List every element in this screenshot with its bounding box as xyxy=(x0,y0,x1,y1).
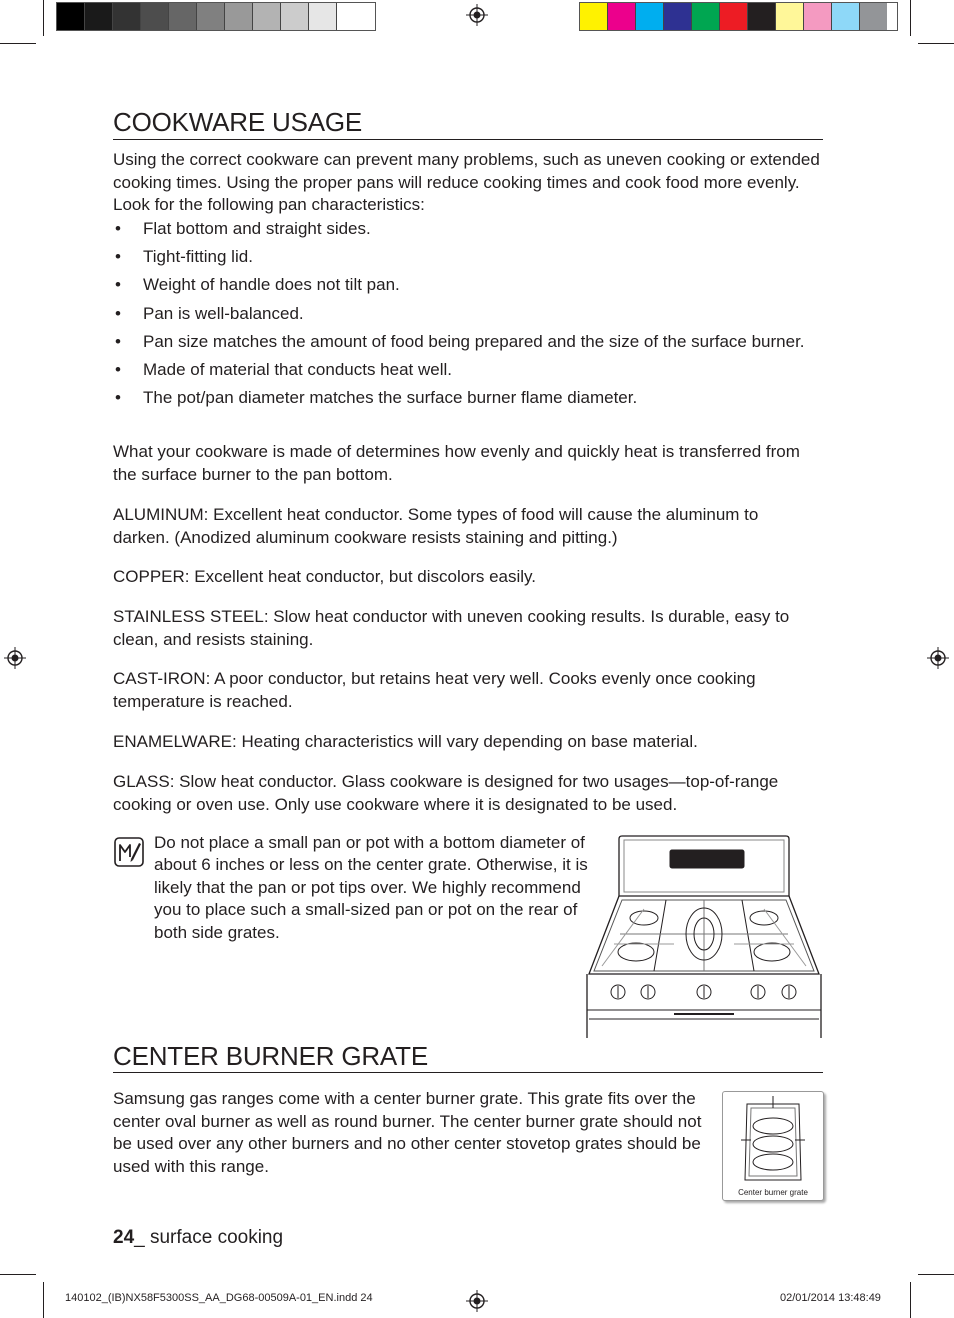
material-description: : Excellent heat conductor, but discolors easily. xyxy=(184,567,537,586)
material-name: GLASS xyxy=(113,772,170,791)
material-cast-iron xyxy=(113,668,813,713)
material-description: : A poor conductor, but retains heat very well. Cooks evenly once cooking temperature is reached. xyxy=(113,669,756,711)
material-aluminum xyxy=(113,504,818,549)
crop-mark xyxy=(910,0,911,36)
gray-swatch xyxy=(197,3,225,30)
cookware-intro: Using the correct cookware can prevent many problems, such as uneven cooking or extended cooking times. Using the proper pans will reduce cooking times and cook food more evenly. Look for the following pan characteristics: xyxy=(113,150,820,214)
color-swatch xyxy=(748,3,776,30)
registration-mark-icon xyxy=(466,1290,488,1312)
material-copper xyxy=(113,566,828,589)
crop-mark xyxy=(918,1274,954,1275)
list-item: • Flat bottom and straight sides. xyxy=(113,218,813,240)
figure-caption: Center burner grate xyxy=(738,1188,808,1197)
gray-scale-bar xyxy=(56,2,376,31)
gray-swatch xyxy=(281,3,309,30)
color-swatch xyxy=(804,3,832,30)
crop-mark xyxy=(0,1274,36,1275)
material-stainless-steel xyxy=(113,606,823,651)
gray-swatch xyxy=(113,3,141,30)
section-title-grate: CENTER BURNER GRATE xyxy=(113,1041,428,1071)
grate-text: Samsung gas ranges come with a center burner grate. This grate fits over the center oval burner as well as round burner. The center burner grate should not be used over any other burners and no other center stovetop grates should be used with this range. xyxy=(113,1089,702,1176)
list-item: • Weight of handle does not tilt pan. xyxy=(113,274,813,296)
crop-mark xyxy=(918,43,954,44)
color-swatch xyxy=(580,3,608,30)
gray-swatch xyxy=(141,3,169,30)
material-name: COPPER xyxy=(113,567,185,586)
crop-mark xyxy=(43,1282,44,1318)
color-swatch xyxy=(608,3,636,30)
crop-mark xyxy=(43,0,44,36)
crop-mark xyxy=(910,1282,911,1318)
list-item: • Pan is well-balanced. xyxy=(113,303,813,325)
slug-date: 02/01/2014 13:48:49 xyxy=(780,1292,881,1304)
color-calibration-bar xyxy=(579,2,898,31)
material-name: CAST-IRON xyxy=(113,669,206,688)
list-item: • Pan size matches the amount of food being prepared and the size of the surface burner. xyxy=(113,331,813,353)
color-swatch xyxy=(692,3,720,30)
material-name: ENAMELWARE xyxy=(113,732,233,751)
material-glass xyxy=(113,771,793,816)
list-item: • The pot/pan diameter matches the surface burner flame diameter. xyxy=(113,387,813,409)
registration-mark-icon xyxy=(466,4,488,26)
material-name: STAINLESS STEEL xyxy=(113,607,264,626)
page-number: 24 xyxy=(113,1227,135,1248)
gray-swatch xyxy=(57,3,85,30)
gas-range-illustration xyxy=(584,834,824,1038)
page-footer xyxy=(113,1227,283,1249)
gray-swatch xyxy=(169,3,197,30)
gray-swatch xyxy=(337,3,364,30)
section-label: _ surface cooking xyxy=(134,1227,284,1248)
section-title-cookware: COOKWARE USAGE xyxy=(113,107,363,137)
registration-mark-icon xyxy=(4,647,26,669)
color-swatch xyxy=(860,3,887,30)
material-enamelware xyxy=(113,731,828,754)
gray-swatch xyxy=(309,3,337,30)
materials-intro: What your cookware is made of determines how evenly and quickly heat is transferred from the surface burner to the pan bottom. xyxy=(113,442,800,484)
crop-mark xyxy=(0,43,36,44)
center-grate-figure xyxy=(722,1091,824,1201)
registration-mark-icon xyxy=(927,647,949,669)
note-text: Do not place a small pan or pot with a bottom diameter of about 6 inches or less on the center grate. Otherwise, it is likely that the pan or pot tips over. We highly recommend you to place such a small-sized pan or pot on the rear of both side grates. xyxy=(154,833,588,942)
section-rule xyxy=(113,1072,823,1073)
material-description: : Heating characteristics will vary depending on base material. xyxy=(232,732,698,751)
color-swatch xyxy=(720,3,748,30)
pan-characteristics-list xyxy=(113,218,813,415)
material-description: : Slow heat conductor. Glass cookware is designed for two usages—top-of-range cooking or oven use. Only use cookware where it is designated to be used. xyxy=(113,772,779,814)
color-swatch xyxy=(636,3,664,30)
gray-swatch xyxy=(85,3,113,30)
gray-swatch xyxy=(225,3,253,30)
slug-file-name: 140102_(IB)NX58F5300SS_AA_DG68-00509A-01_EN.indd 24 xyxy=(65,1292,373,1304)
color-swatch xyxy=(776,3,804,30)
gray-swatch xyxy=(253,3,281,30)
note-icon xyxy=(114,837,144,867)
center-burner-grate-illustration xyxy=(737,1096,809,1186)
list-item: • Tight-fitting lid. xyxy=(113,246,813,268)
list-item: • Made of material that conducts heat well. xyxy=(113,359,813,381)
color-swatch xyxy=(664,3,692,30)
material-name: ALUMINUM xyxy=(113,505,204,524)
color-swatch xyxy=(832,3,860,30)
material-description: : Excellent heat conductor. Some types of food will cause the aluminum to darken. (Anodized aluminum cookware resists staining and pitting.) xyxy=(113,505,759,547)
material-description: : Slow heat conductor with uneven cooking results. Is durable, easy to clean, and resists staining. xyxy=(113,607,790,649)
section-rule xyxy=(113,139,823,140)
